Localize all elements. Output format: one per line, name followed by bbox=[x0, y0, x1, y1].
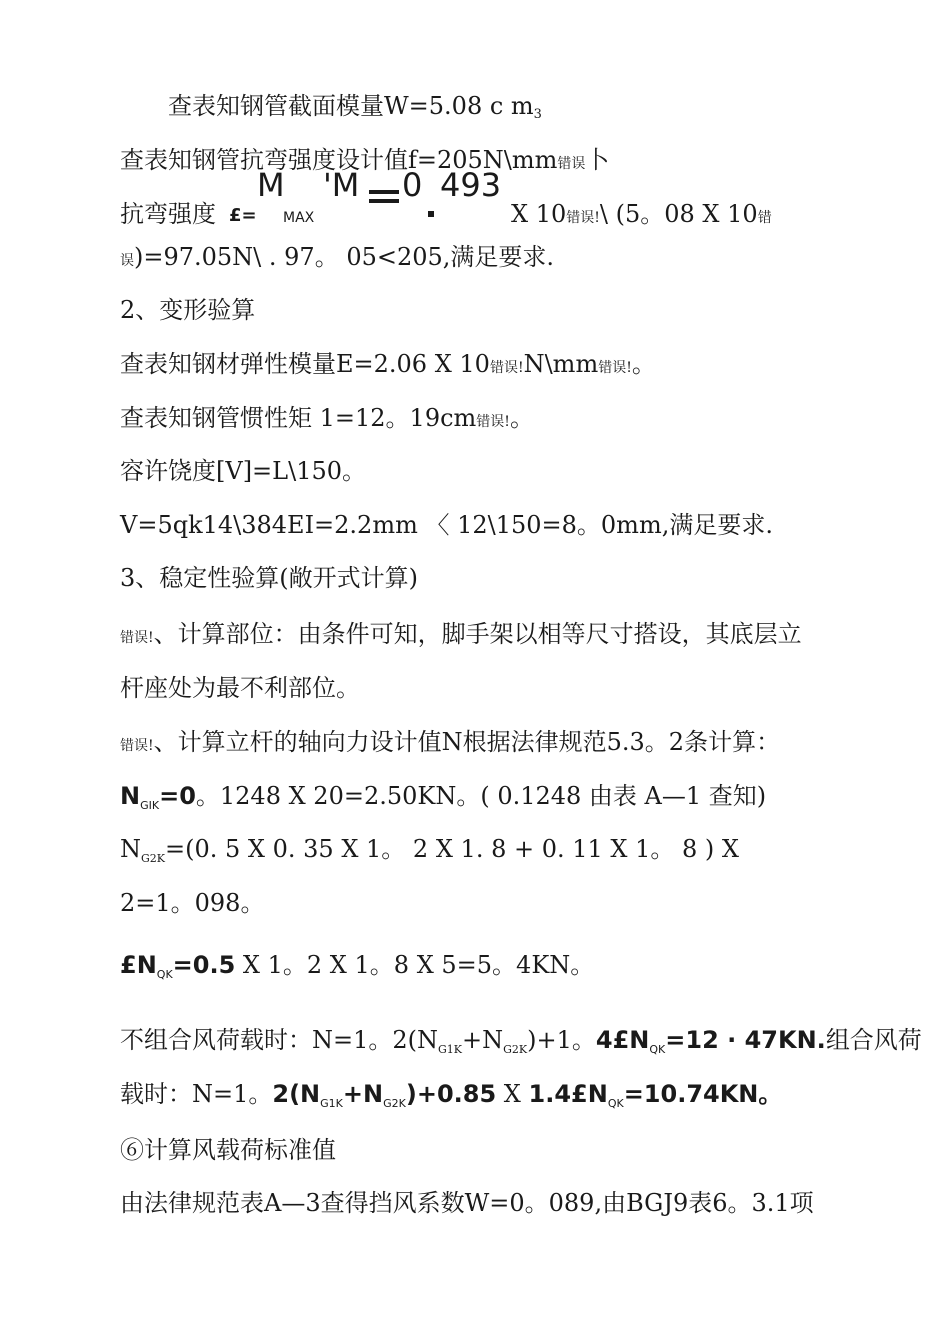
subscript: G2K bbox=[141, 852, 166, 865]
formula-equals-bar-bottom bbox=[369, 199, 399, 203]
subscript: QK bbox=[649, 1043, 666, 1056]
formula-equals-bar-top bbox=[369, 190, 399, 194]
section-heading-stability: 3、稳定性验算(敞开式计算) bbox=[120, 564, 418, 592]
formula-zero: 0 bbox=[402, 166, 423, 204]
error-marker: 错误! bbox=[120, 738, 154, 754]
text-line-13 bbox=[120, 727, 780, 761]
text-line-14 bbox=[120, 781, 766, 816]
combo-coefficient: )+0.85 bbox=[405, 1080, 497, 1108]
stray-char: 卜 bbox=[585, 146, 610, 174]
formula-m: M bbox=[257, 166, 285, 204]
text-line-3 bbox=[120, 199, 216, 229]
calc-position-text: 、计算部位：由条件可知，脚手架以相等尺寸搭设，其底层立 bbox=[153, 620, 802, 648]
unit-text: N\mm bbox=[523, 350, 599, 378]
allowable-deflection-text: 容许饶度[V]=L\150。 bbox=[120, 457, 366, 485]
text-line-4 bbox=[120, 242, 554, 276]
error-marker: 误 bbox=[120, 253, 134, 269]
symbol-sum-n: 4£N bbox=[595, 1026, 650, 1054]
deflection-result-text: V=5qk14\384EI=2.2mm 〈 12\150=8。0mm,满足要求. bbox=[120, 511, 773, 539]
bending-result-text: )=97.05N\ . 97。 05<205,满足要求. bbox=[134, 243, 555, 271]
subscript: QK bbox=[156, 968, 173, 981]
axial-force-text: 、计算立杆的轴向力设计值N根据法律规范5.3。2条计算： bbox=[153, 728, 781, 756]
text-line-15 bbox=[120, 834, 739, 869]
moment-of-inertia-text: 查表知钢管惯性矩 1=12。19cm bbox=[120, 404, 477, 432]
error-marker: 错 bbox=[757, 210, 772, 226]
period: 。 bbox=[631, 350, 656, 378]
text-line-3-tail bbox=[511, 199, 772, 233]
subscript: G1K bbox=[438, 1043, 463, 1056]
subscript: G1K bbox=[320, 1097, 343, 1110]
formula-part: 2(N bbox=[272, 1080, 321, 1108]
text-line-11 bbox=[120, 619, 802, 653]
formula-value: 493 bbox=[440, 166, 502, 204]
subscript: G2K bbox=[503, 1043, 528, 1056]
elastic-modulus-text: 查表知钢材弹性模量E=2.06 X 10 bbox=[120, 350, 490, 378]
text-line-1 bbox=[168, 91, 542, 126]
error-marker: 错误! bbox=[120, 630, 154, 646]
wind-combo-result: =10.74KN。 bbox=[623, 1080, 783, 1108]
no-wind-result: =12 · 47KN. bbox=[665, 1026, 826, 1054]
formula-m-prime: 'M bbox=[323, 166, 360, 204]
text-line-7 bbox=[120, 403, 534, 437]
plus-n: +N bbox=[462, 1026, 504, 1054]
text-line-18 bbox=[120, 1025, 922, 1060]
error-marker: 错误! bbox=[476, 414, 510, 430]
no-wind-combo-text: 不组合风荷载时：N=1。2(N bbox=[120, 1026, 439, 1054]
error-marker: 错误 bbox=[557, 156, 586, 172]
wind-coefficient-text: 由法律规范表A—3查得挡风系数W=0。089,由BGJ9表6。3.1项 bbox=[120, 1189, 814, 1217]
text-line-6 bbox=[120, 349, 656, 383]
plus-n: +N bbox=[342, 1080, 384, 1108]
nqk-calc-text: X 1。2 X 1。8 X 5=5。4KN。 bbox=[235, 951, 595, 979]
unit-superscript: 3 bbox=[533, 107, 542, 122]
formula-prefix: £= bbox=[229, 205, 257, 226]
symbol-n: N bbox=[120, 835, 141, 863]
wind-combo-label: 组合风荷 bbox=[825, 1026, 922, 1054]
ng2k-calc-text: =(0. 5 X 0. 35 X 1。 2 X 1. 8 + 0. 11 X 1。 8 ) X bbox=[165, 835, 739, 863]
symbol-n: N bbox=[120, 782, 141, 810]
section-heading-deformation: 2、变形验算 bbox=[120, 296, 256, 324]
wind-load-heading: ⑥计算风载荷标准值 bbox=[120, 1136, 336, 1164]
label-bending-strength: 抗弯强度 bbox=[120, 200, 216, 228]
formula-max-subscript: MAX bbox=[283, 210, 315, 226]
error-marker: 错误! bbox=[566, 210, 600, 226]
subscript: QK bbox=[607, 1097, 624, 1110]
formula-multiplier: X 10 bbox=[511, 200, 567, 228]
subscript: GIK bbox=[140, 799, 160, 812]
ng2k-result-text: 2=1。098。 bbox=[120, 889, 265, 917]
period: 。 bbox=[509, 404, 534, 432]
text-line-19 bbox=[120, 1079, 782, 1114]
error-marker: 错误! bbox=[489, 360, 524, 376]
bending-strength-design-text: 查表知钢管抗弯强度设计值f=205N\mm bbox=[120, 146, 558, 174]
times-sign: X bbox=[496, 1080, 529, 1108]
symbol-sum-n: 1.4£N bbox=[528, 1080, 608, 1108]
subscript: G2K bbox=[383, 1097, 406, 1110]
ng1k-calc-text: 。1248 X 20=2.50KN。( 0.1248 由表 A—1 查知) bbox=[195, 782, 767, 810]
formula-denominator: \ (5。08 X 10 bbox=[599, 200, 758, 228]
equals-value: =0 bbox=[159, 782, 196, 810]
wind-combo-text: 载时：N=1。 bbox=[120, 1080, 273, 1108]
combo-coefficient: )+1。 bbox=[527, 1026, 596, 1054]
text-line-2 bbox=[120, 145, 609, 179]
symbol-sum-n: £N bbox=[120, 951, 157, 979]
section-modulus-text: 查表知钢管截面模量W=5.08 c m bbox=[168, 92, 534, 120]
error-marker: 错误! bbox=[598, 360, 632, 376]
text-line-17 bbox=[120, 950, 594, 985]
equals-value: =0.5 bbox=[172, 951, 236, 979]
calc-position-text-cont: 杆座处为最不利部位。 bbox=[120, 674, 360, 702]
formula-dot bbox=[428, 211, 434, 217]
